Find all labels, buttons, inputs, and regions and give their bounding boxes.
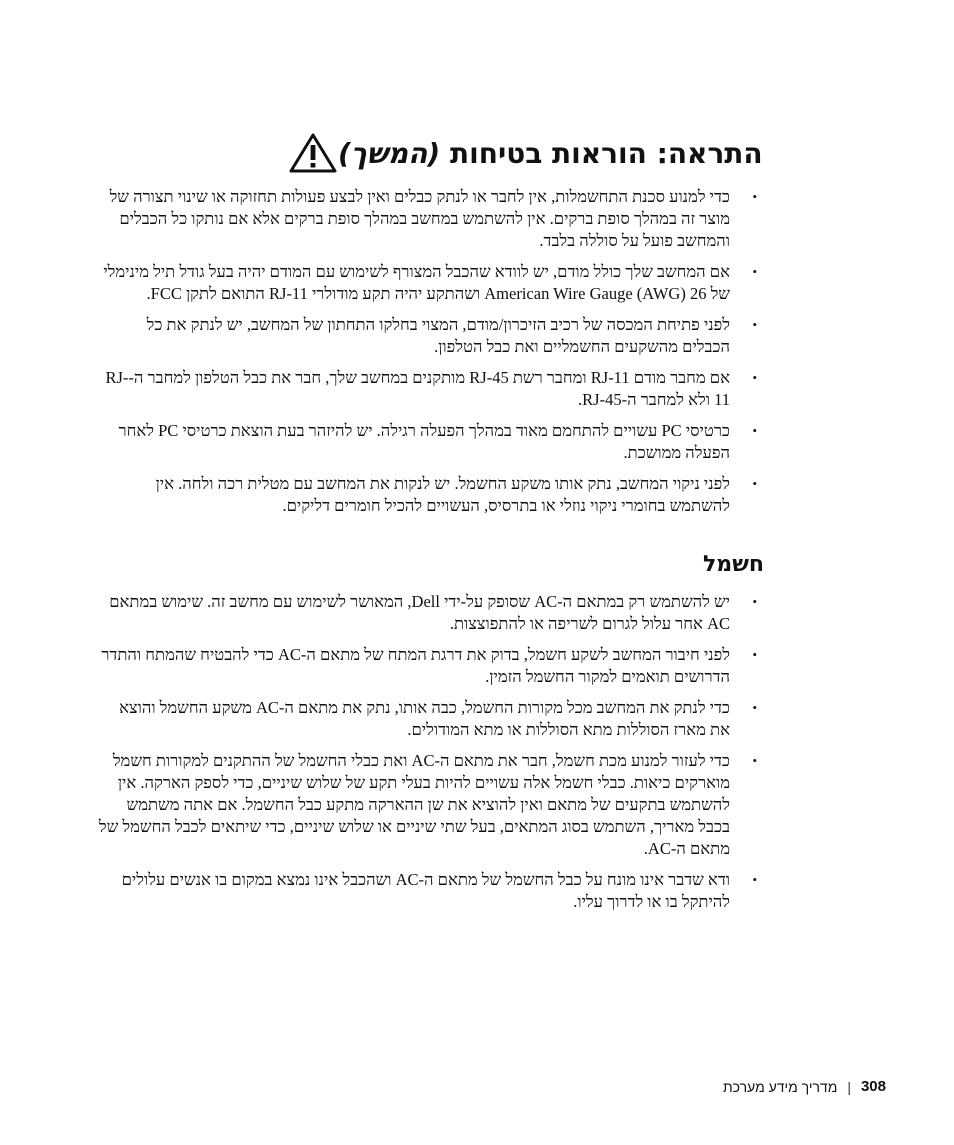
bullet-icon: •: [752, 370, 757, 385]
bullet-icon: •: [752, 317, 757, 332]
bullet-icon: •: [752, 264, 757, 279]
page-heading: [280, 128, 765, 178]
list-item-text: אם מחבר מודם RJ-11 ומחבר רשת RJ-45 מותקנים במחשב שלך, חבר את כבל הטלפון למחבר ה-RJ-11 ולא למחבר ה-RJ-45.: [105, 368, 730, 409]
list-item: [96, 420, 760, 464]
list-item: [96, 314, 760, 358]
list-item: [96, 869, 760, 913]
list-item-text: יש להשתמש רק במתאם ה-AC שסופק על-ידי Dell, המאושר לשימוש עם מחשב זה. שימוש במתאם AC אחר עלול לגרום לשריפה או להתפוצצות.: [109, 592, 730, 633]
list-item-text: לפני ניקוי המחשב, נתק אותו משקע החשמל. יש לנקות את המחשב עם מטלית רכה ולחה. אין להשתמש בחומרי ניקוי נוזלי או בתרסיס, העשויים להכיל חומרים דליקים.: [155, 474, 730, 515]
page-title-main: התראה: הוראות בטיחות: [449, 136, 763, 170]
power-list: [96, 591, 760, 922]
list-item: [96, 186, 760, 252]
list-item: [96, 591, 760, 635]
list-item: [96, 697, 760, 741]
bullet-icon: •: [752, 423, 757, 438]
list-item-text: ודא שדבר אינו מונח על כבל החשמל של מתאם ה-AC ושהכבל אינו נמצא במקום בו אנשים עלולים להיתקל בו או לדרוך עליו.: [121, 870, 730, 911]
bullet-icon: •: [752, 700, 757, 715]
warning-triangle-icon: [288, 132, 338, 174]
list-item: [96, 261, 760, 305]
page-number: 308: [860, 1078, 886, 1095]
page-title: [338, 137, 763, 170]
page-title-continued: (המשך): [338, 136, 441, 170]
bullet-icon: •: [752, 872, 757, 887]
section-title-power: חשמל: [702, 552, 764, 577]
page-footer: [723, 1078, 886, 1095]
list-item: [96, 750, 760, 860]
list-item-text: כרטיסי PC עשויים להתחמם מאוד במהלך הפעלה רגילה. יש להיזהר בעת הוצאת כרטיסי PC לאחר הפעלה ממושכת.: [118, 421, 730, 462]
list-item-text: כדי לעזור למנוע מכת חשמל, חבר את מתאם ה-AC ואת כבלי החשמל של ההתקנים למקורות חשמל מוארקים כיאות. כבלי חשמל אלה עשויים להיות בעלי תקע של שלוש שיניים, כדי לספק הארקה. אין להשתמש בתקעים של מתאם ואין להוציא את שן ההארקה מתקע כבל החשמל. אם אתה משתמש בכבל מאריך, השתמש בסוג המתאים, בעל שתי שיניים או שלוש שיניים, כדי שיתאים לכבל החשמל של מתאם ה-AC.: [98, 751, 730, 858]
list-item-text: כדי לנתק את המחשב מכל מקורות החשמל, כבה אותו, נתק את מתאם ה-AC משקע החשמל והוצא את מארז הסוללות מתא הסוללות או מתא המודולים.: [119, 698, 730, 739]
list-item: [96, 473, 760, 517]
guide-title: מדריך מידע מערכת: [722, 1078, 838, 1095]
list-item-text: אם המחשב שלך כולל מודם, יש לוודא שהכבל המצורף לשימוש עם המודם יהיה בעל גודל תיל מינימלי של 26 American Wire Gauge (AWG) ושהתקע יהיה תקע מודולרי RJ-11 התואם לתקן FCC.: [103, 262, 730, 303]
list-item: [96, 644, 760, 688]
list-item-text: כדי למנוע סכנת התחשמלות, אין לחבר או לנתק כבלים ואין לבצע פעולות תחזוקה או שינוי תצורה של מוצר זה במהלך סופת ברקים. אין להשתמש במחשב במהלך סופת ברקים אלא אם נותקו כל הכבלים והמחשב פועל על סוללה בלבד.: [109, 187, 730, 250]
bullet-icon: •: [752, 476, 757, 491]
bullet-icon: •: [752, 594, 757, 609]
footer-separator: |: [847, 1078, 851, 1095]
warning-list: [96, 186, 760, 526]
bullet-icon: •: [752, 647, 757, 662]
bullet-icon: •: [752, 753, 757, 768]
list-item: [96, 367, 760, 411]
bullet-icon: •: [752, 189, 757, 204]
list-item-text: לפני פתיחת המכסה של רכיב הזיכרון/מודם, המצוי בחלקו התחתון של המחשב, יש לנתק את כל הכבלים מהשקעים החשמליים ואת כבל הטלפון.: [146, 315, 730, 356]
list-item-text: לפני חיבור המחשב לשקע חשמל, בדוק את דרגת המתח של מתאם ה-AC כדי להבטיח שהמתח והתדר הדרושים תואמים למקור החשמל הזמין.: [101, 645, 730, 686]
